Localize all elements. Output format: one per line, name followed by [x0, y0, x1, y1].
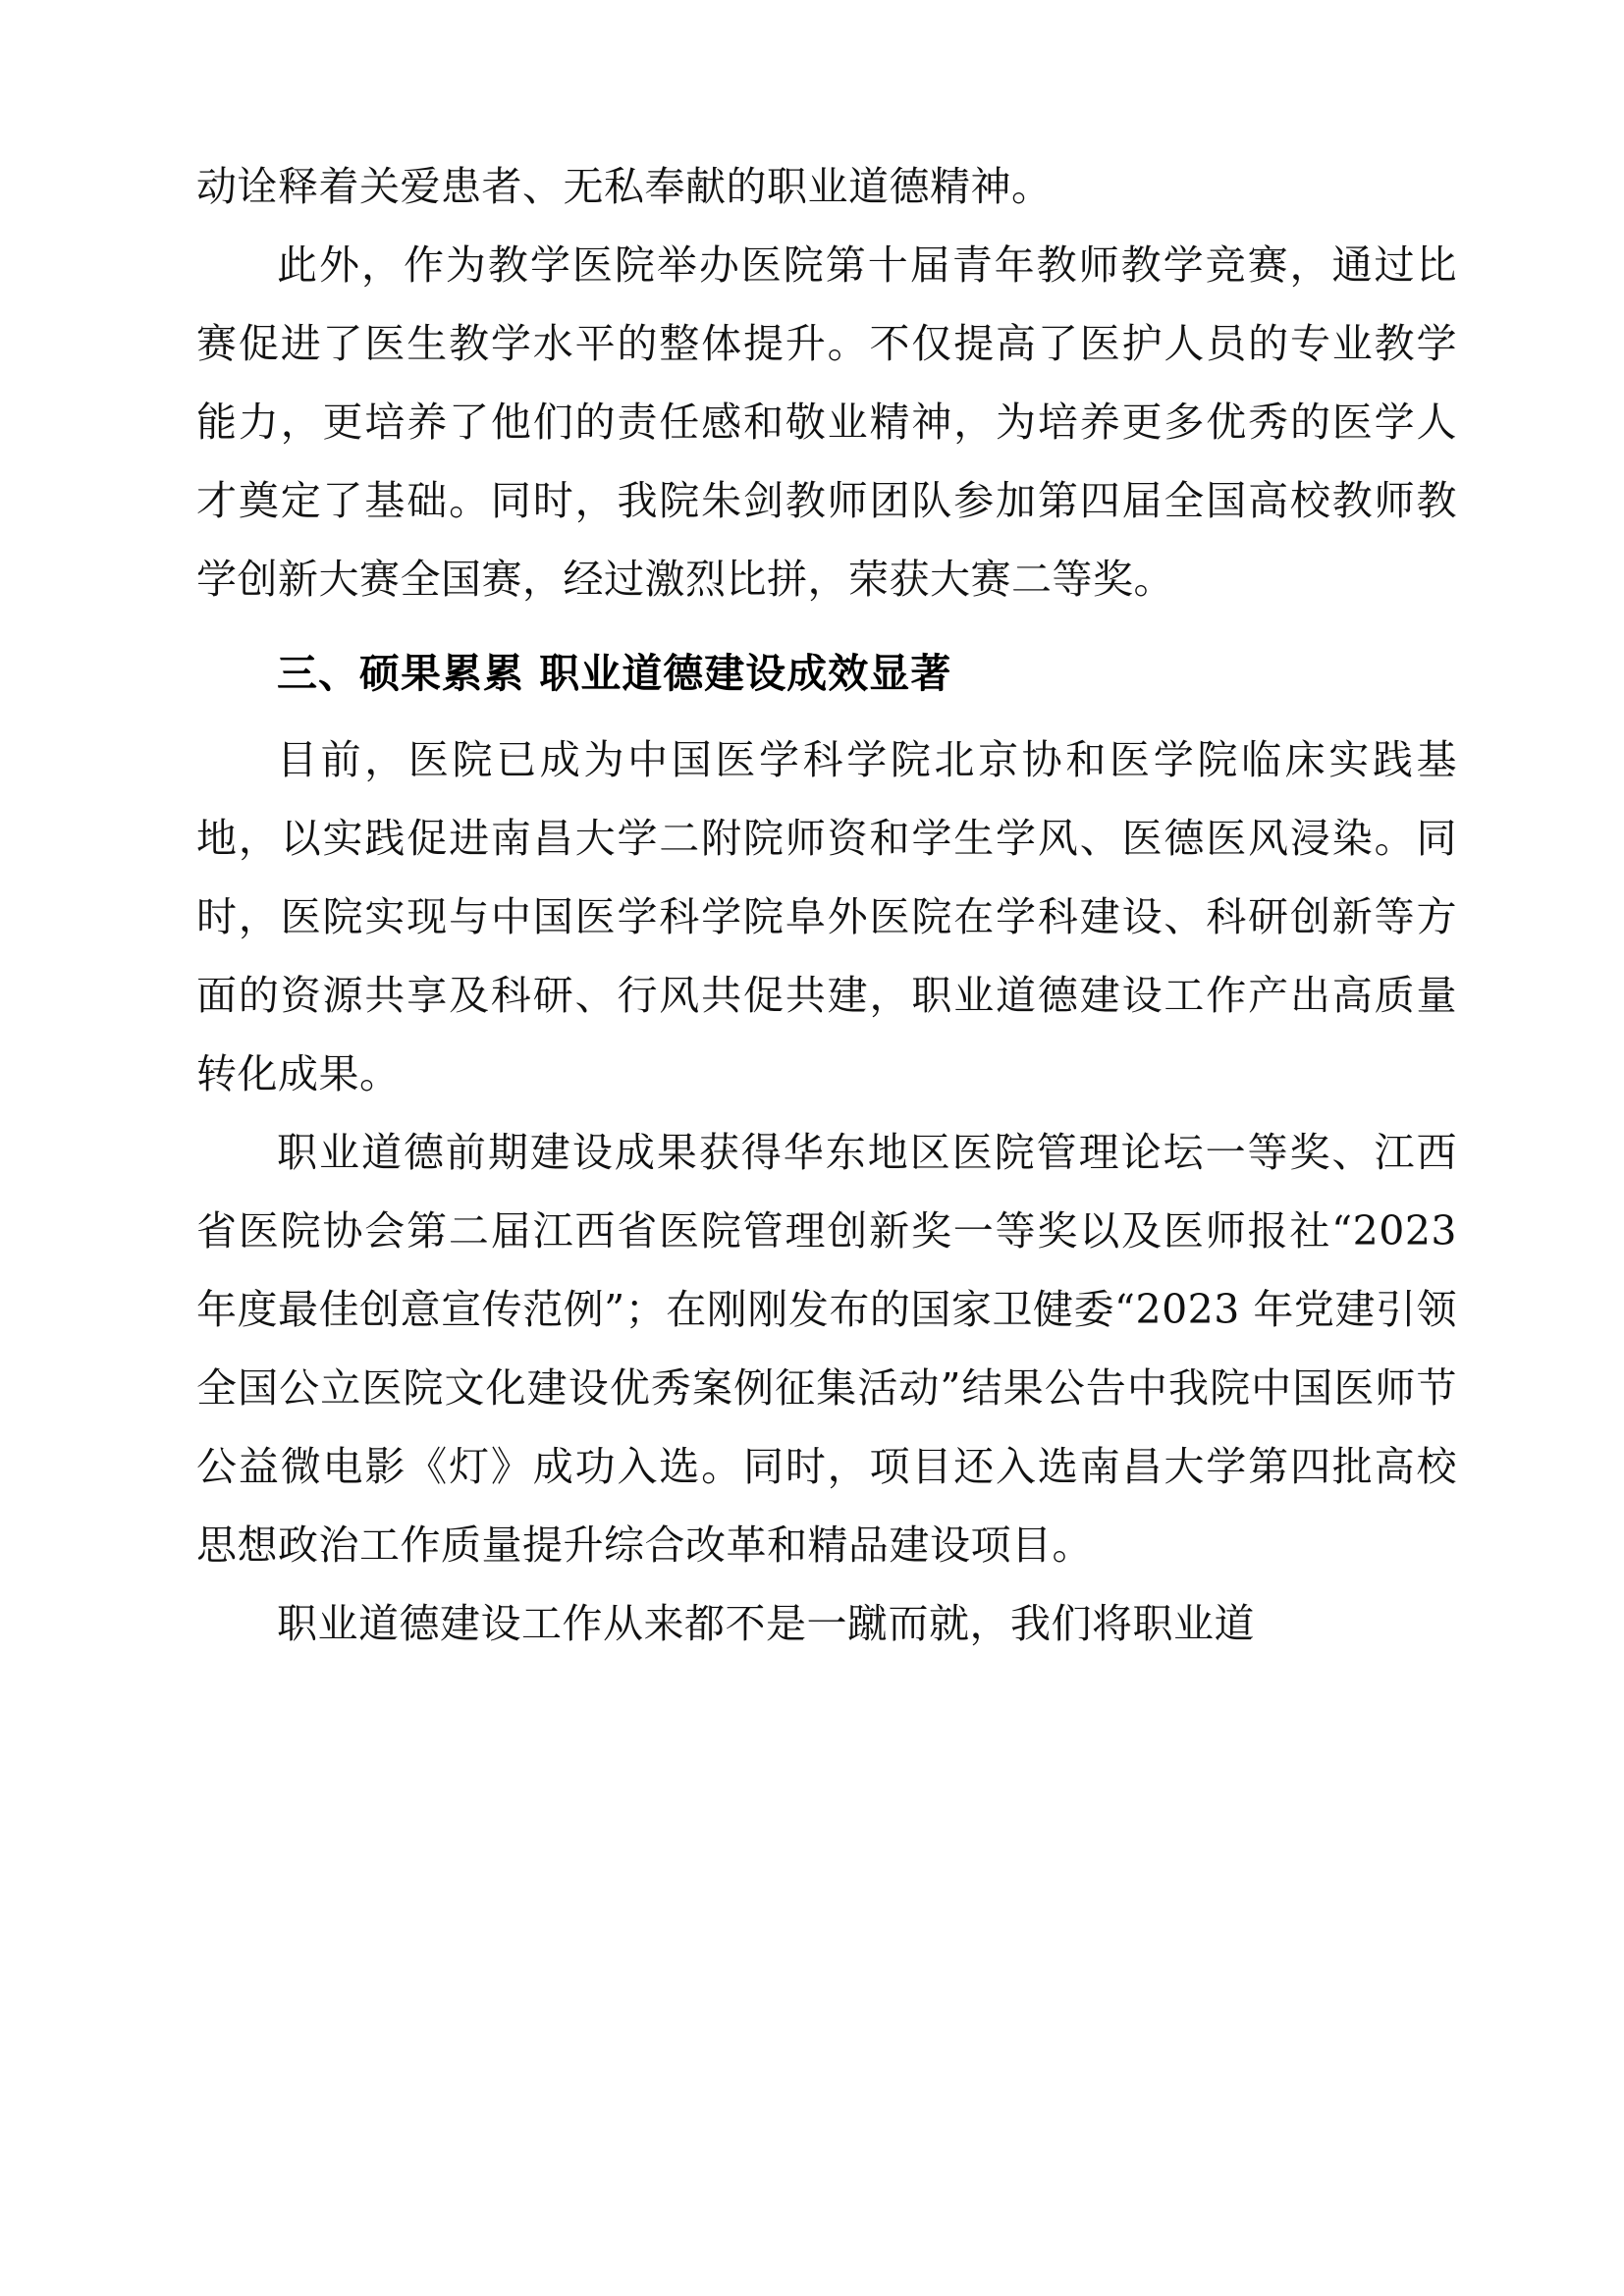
paragraph-clinical-base: 目前，医院已成为中国医学科学院北京协和医学院临床实践基地，以实践促进南昌大学二附院师资和学生学风、医德医风浸染。同时，医院实现与中国医学科学院阜外医院在学科建设、科研创新等方面的资源共享及科研、行风共促共建，职业道德建设工作产出高质量转化成果。: [196, 736, 1457, 1097]
paragraph-continuation: 动诠释着关爱患者、无私奉献的职业道德精神。: [196, 163, 1053, 210]
document-body: [196, 147, 1457, 1663]
paragraph-teaching-competition: 此外，作为教学医院举办医院第十届青年教师教学竞赛，通过比赛促进了医生教学水平的整体提升。不仅提高了医护人员的专业教学能力，更培养了他们的责任感和敬业精神，为培养更多优秀的医学人才奠定了基础。同时，我院朱剑教师团队参加第四届全国高校教师教学创新大赛全国赛，经过激烈比拼，荣获大赛二等奖。: [196, 241, 1457, 603]
paragraph-awards: 职业道德前期建设成果获得华东地区医院管理论坛一等奖、江西省医院协会第二届江西省医院管理创新奖一等奖以及医师报社“2023 年度最佳创意宣传范例”；在刚刚发布的国家卫健委“2023 年党建引领全国公立医院文化建设优秀案例征集活动”结果公告中我院中国医师节公益微电影《灯》成功入选。同时，项目还入选南昌大学第四批高校思想政治工作质量提升综合改革和精品建设项目。: [196, 1129, 1457, 1569]
section-heading-three: 三、硕果累累 职业道德建设成效显著: [277, 650, 952, 697]
paragraph-closing: 职业道德建设工作从来都不是一蹴而就，我们将职业道: [277, 1600, 1255, 1647]
